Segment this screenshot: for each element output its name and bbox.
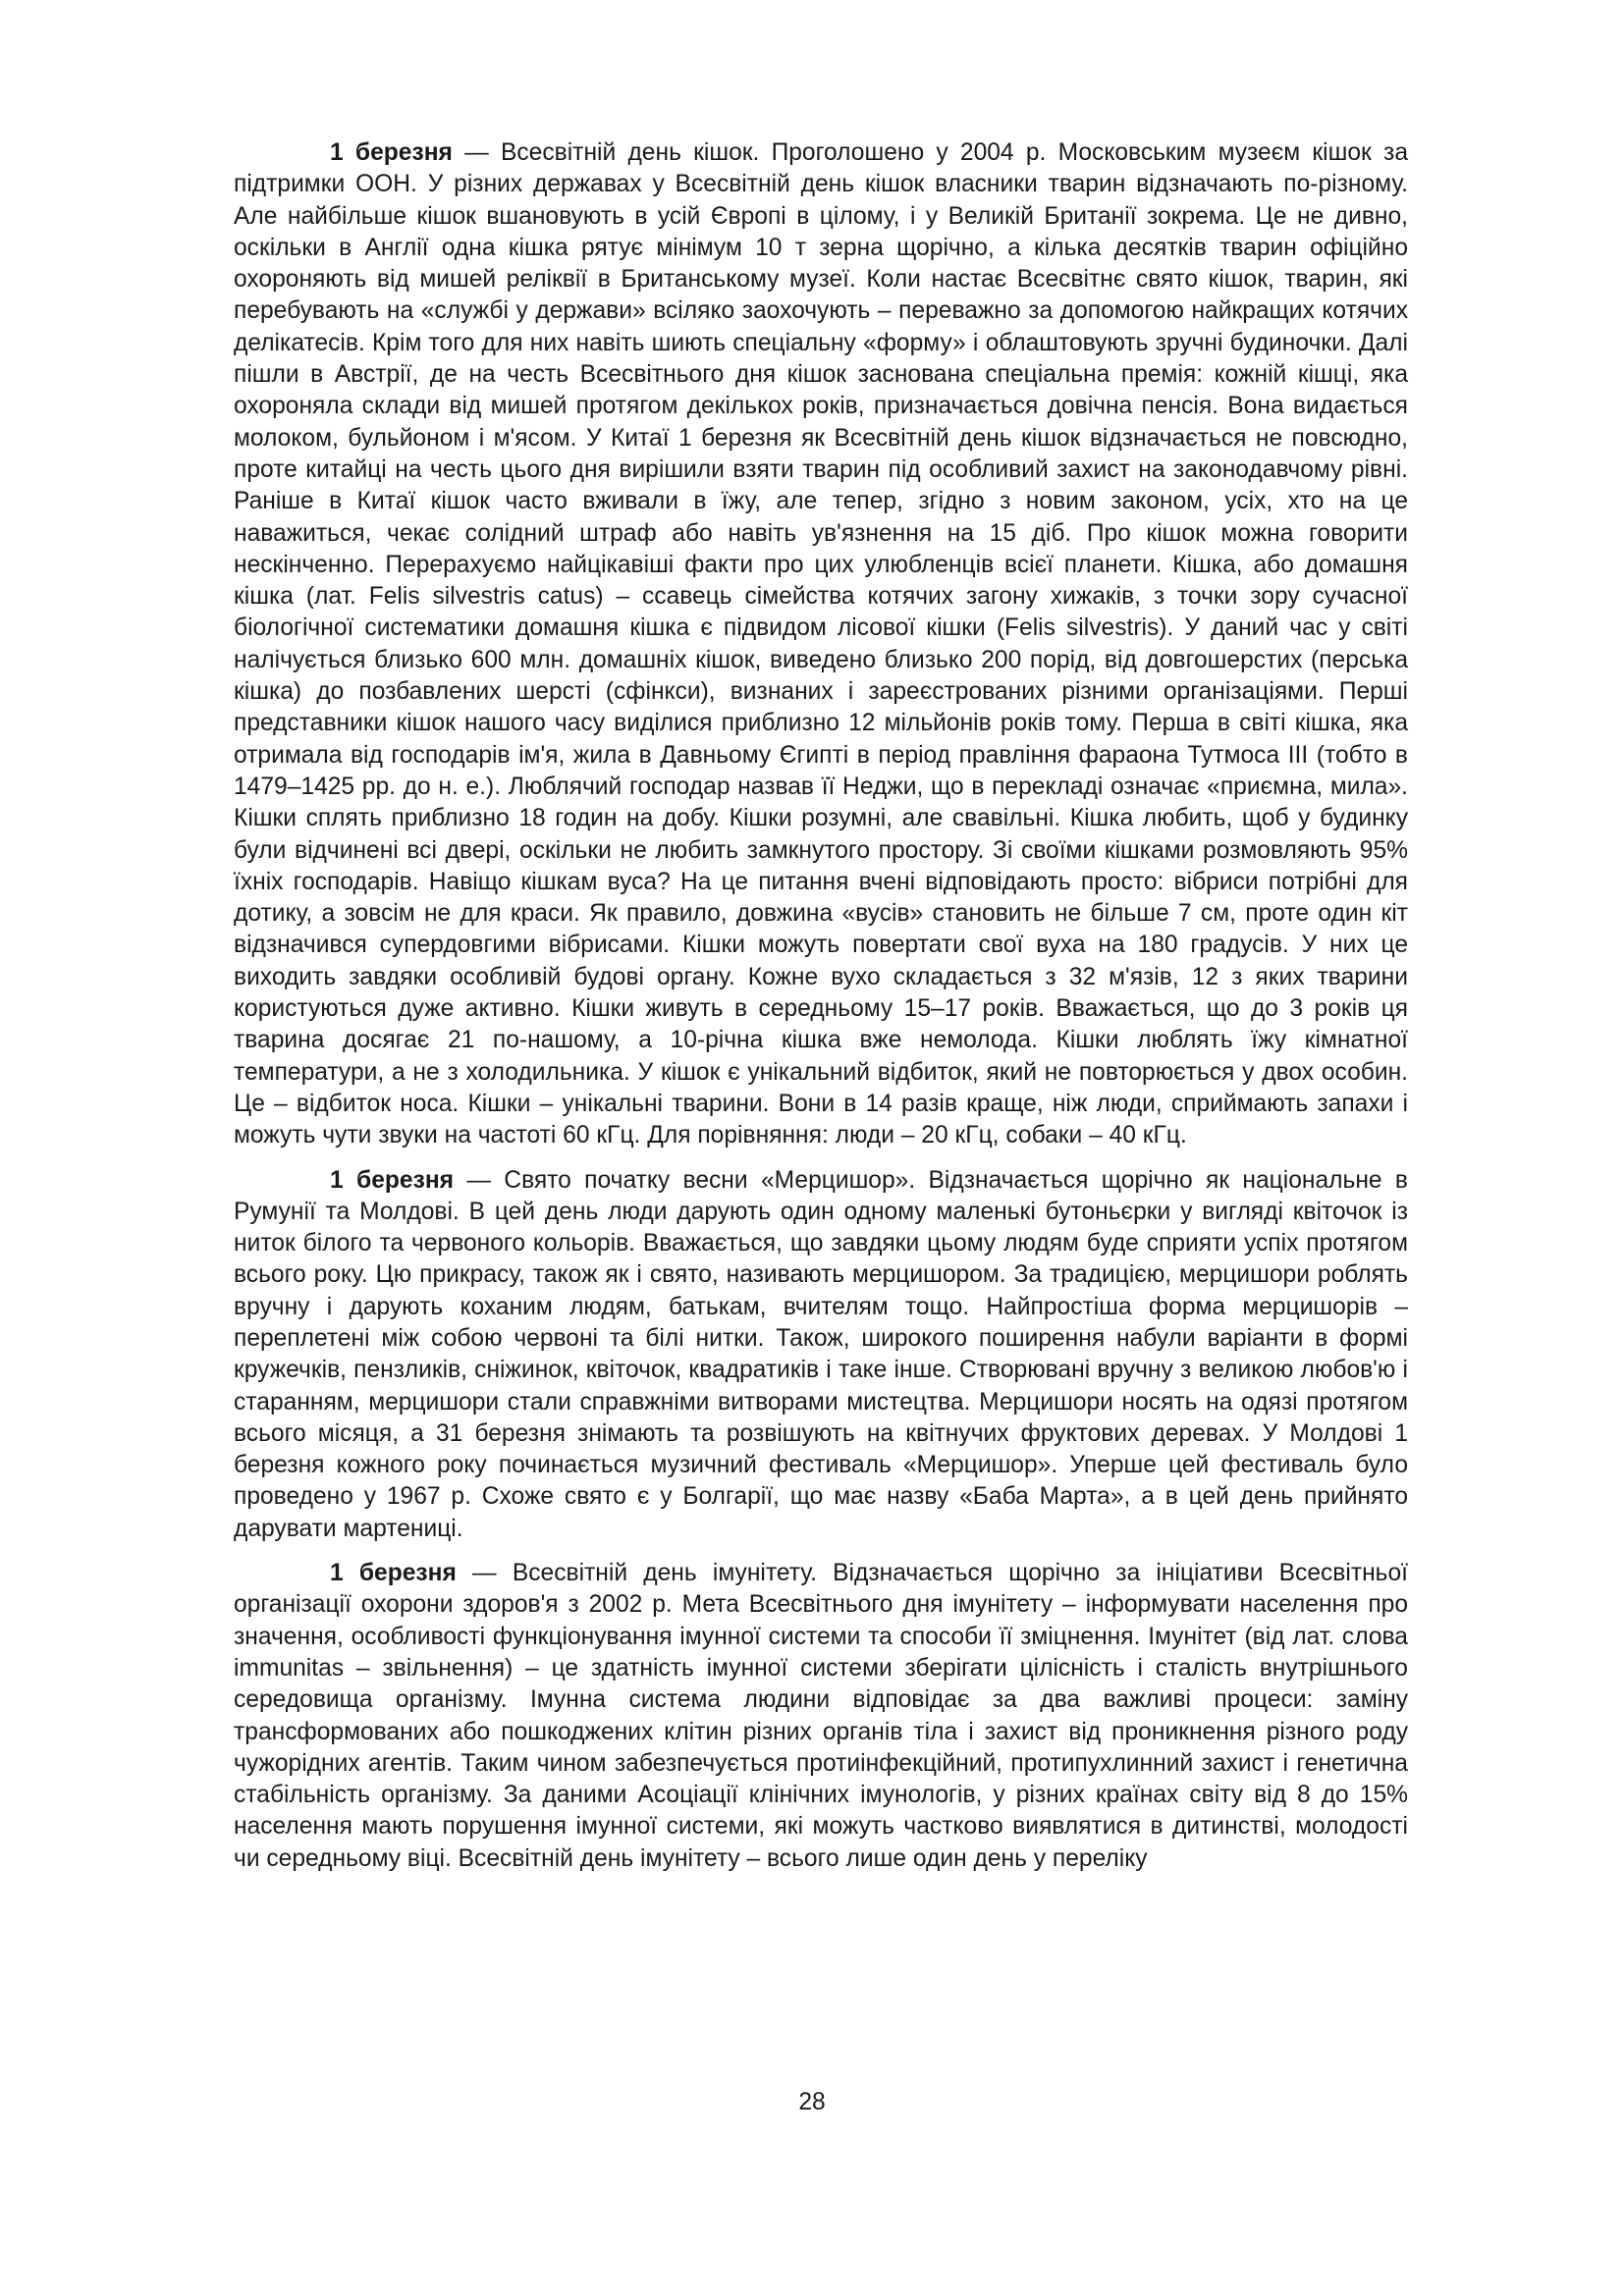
paragraph-date: 1 березня — [330, 1560, 457, 1587]
paragraph-martisor — [234, 1165, 1408, 1546]
paragraph-date: 1 березня — [330, 1166, 455, 1194]
paragraph-text: — Всесвітній день кішок. Проголошено у 2004 р. Московським музеєм кішок за підтримки ООН. У різних державах у Всесвітній день кішок власники тварин відзначають по-різному. Але найбільше кішок вшановують в усій Європі в цілому, і у Великій Британії зокрема. Це не дивно, оскільки в Англії одна кішка рятує мінімум 10 т зерна щорічно, а кілька десятків тварин офіційно охороняють від мишей реліквії в Британському музеї. Коли настає Всесвітнє свято кішок, тварин, які перебувають на «службі у держави» всіляко заохочують – переважно за допомогою найкращих котячих делікатесів. Крім того для них навіть шиють спеціальну «форму» і облаштовують зручні будиночки. Далі пішли в Австрії, де на честь Всесвітнього дня кішок заснована спеціальна премія: кожній кішці, яка охороняла склади від мишей протягом декількох років, призначається довічна пенсія. Вона видається молоком, бульйоном і м'ясом. У Китаї 1 березня як Всесвітній день кішок відзначається не повсюдно, проте китайці на честь цього дня вирішили взяти тварин під особливий захист на законодавчому рівні. Раніше в Китаї кішок часто вживали в їжу, але тепер, згідно з новим законом, усіх, хто на це наважиться, чекає солідний штраф або навіть ув'язнення на 15 діб. Про кішок можна говорити нескінченно. Перерахуємо найцікавіші факти про цих улюбленців всієї планети. Кішка, або домашня кішка (лат. Felis silvestris catus) – ссавець сімейства котячих загону хижаків, з точки зору сучасної біологічної систематики домашня кішка є підвидом лісової кішки (Felis silvestris). У даний час у світі налічується близько 600 млн. домашніх кішок, виведено близько 200 порід, від довгошерстих (перська кішка) до позбавлених шерсті (сфінкси), визнаних і зареєстрованих різними організаціями. Перші представники кішок нашого часу виділися приблизно 12 мільйонів років тому. Перша в світі кішка, яка отримала від господарів ім'я, жила в Давньому Єгипті в період правління фараона Тутмоса III (тобто в 1479–1425 рр. до н. е.). Люблячий господар назвав її Неджи, що в перекладі означає «приємна, мила». Кішки сплять приблизно 18 годин на добу. Кішки розумні, але свавільні. Кішка любить, щоб у будинку були відчинені всі двері, оскільки не любить замкнутого простору. Зі своїми кішками розмовляють 95% їхніх господарів. Навіщо кішкам вуса? На це питання вчені відповідають просто: вібриси потрібні для дотику, а зовсім не для краси. Як правило, довжина «вусів» становить не більше 7 см, проте один кіт відзначився супердовгими вібрисами. Кішки можуть повертати свої вуха на 180 градусів. У них це виходить завдяки особливій будові органу. Кожне вухо складається з 32 м'язів, 12 з яких тварини користуються дуже активно. Кішки живуть в середньому 15–17 років. Вважається, що до 3 років ця тварина досягає 21 по-нашому, а 10-річна кішка вже немолода. Кішки люблять їжу кімнатної температури, а не з холодильника. У кішок є унікальний відбиток, який не повторюється у двох особин. Це – відбиток носа. Кішки – унікальні тварини. Вони в 14 разів краще, ніж люди, сприймають запахи і можуть чути звуки на частоті 60 кГц. Для порівняння: люди – 20 кГц, собаки – 40 кГц. — [234, 139, 1408, 1149]
page-number: 28 — [798, 2089, 826, 2115]
paragraph-immunity-day — [234, 1558, 1408, 1875]
paragraph-text: — Всесвітній день імунітету. Відзначається щорічно за ініціативи Всесвітньої організації охорони здоров'я з 2002 р. Мета Всесвітнього дня імунітету – інформувати населення про значення, особливості функціонування імунної системи та способи її зміцнення. Імунітет (від лат. слова immunitas – звільнення) – це здатність імунної системи зберігати цілісність і сталість внутрішнього середовища організму. Імунна система людини відповідає за два важливі процеси: заміну трансформованих або пошкоджених клітин різних органів тіла і захист від проникнення різного роду чужорідних агентів. Таким чином забезпечується протиінфекційний, протипухлинний захист і генетична стабільність організму. За даними Асоціації клінічних імунологів, у різних країнах світу від 8 до 15% населення мають порушення імунної системи, які можуть частково виявлятися в дитинстві, молодості чи середньому віці. Всесвітній день імунітету – всього лише один день у переліку — [234, 1560, 1408, 1872]
paragraph-text: — Свято початку весни «Мерцишор». Відзначається щорічно як національне в Румунії та Молдові. В цей день люди дарують один одному маленькі бутоньєрки у вигляді квіточок із ниток білого та червоного кольорів. Вважається, що завдяки цьому людям буде сприяти успіх протягом всього року. Цю прикрасу, також як і свято, називають мерцишором. За традицією, мерцишори роблять вручну і дарують коханим людям, батькам, вчителям тощо. Найпростіша форма мерцишорів – переплетені між собою червоні та білі нитки. Також, широкого поширення набули варіанти в формі кружечків, пензликів, сніжинок, квіточок, квадратиків і таке інше. Створювані вручну з великою любов'ю і старанням, мерцишори стали справжніми витворами мистецтва. Мерцишори носять на одязі протягом всього місяця, а 31 березня знімають та розвішують на квітнучих фруктових деревах. У Молдові 1 березня кожного року починається музичний фестиваль «Мерцишор». Уперше цей фестиваль було проведено у 1967 р. Схоже свято є у Болгарії, що має назву «Баба Марта», а в цей день прийнято дарувати мартениці. — [234, 1166, 1409, 1542]
paragraph-date: 1 березня — [330, 139, 453, 166]
paragraph-cat-day — [234, 137, 1408, 1152]
document-page — [234, 137, 1408, 1888]
